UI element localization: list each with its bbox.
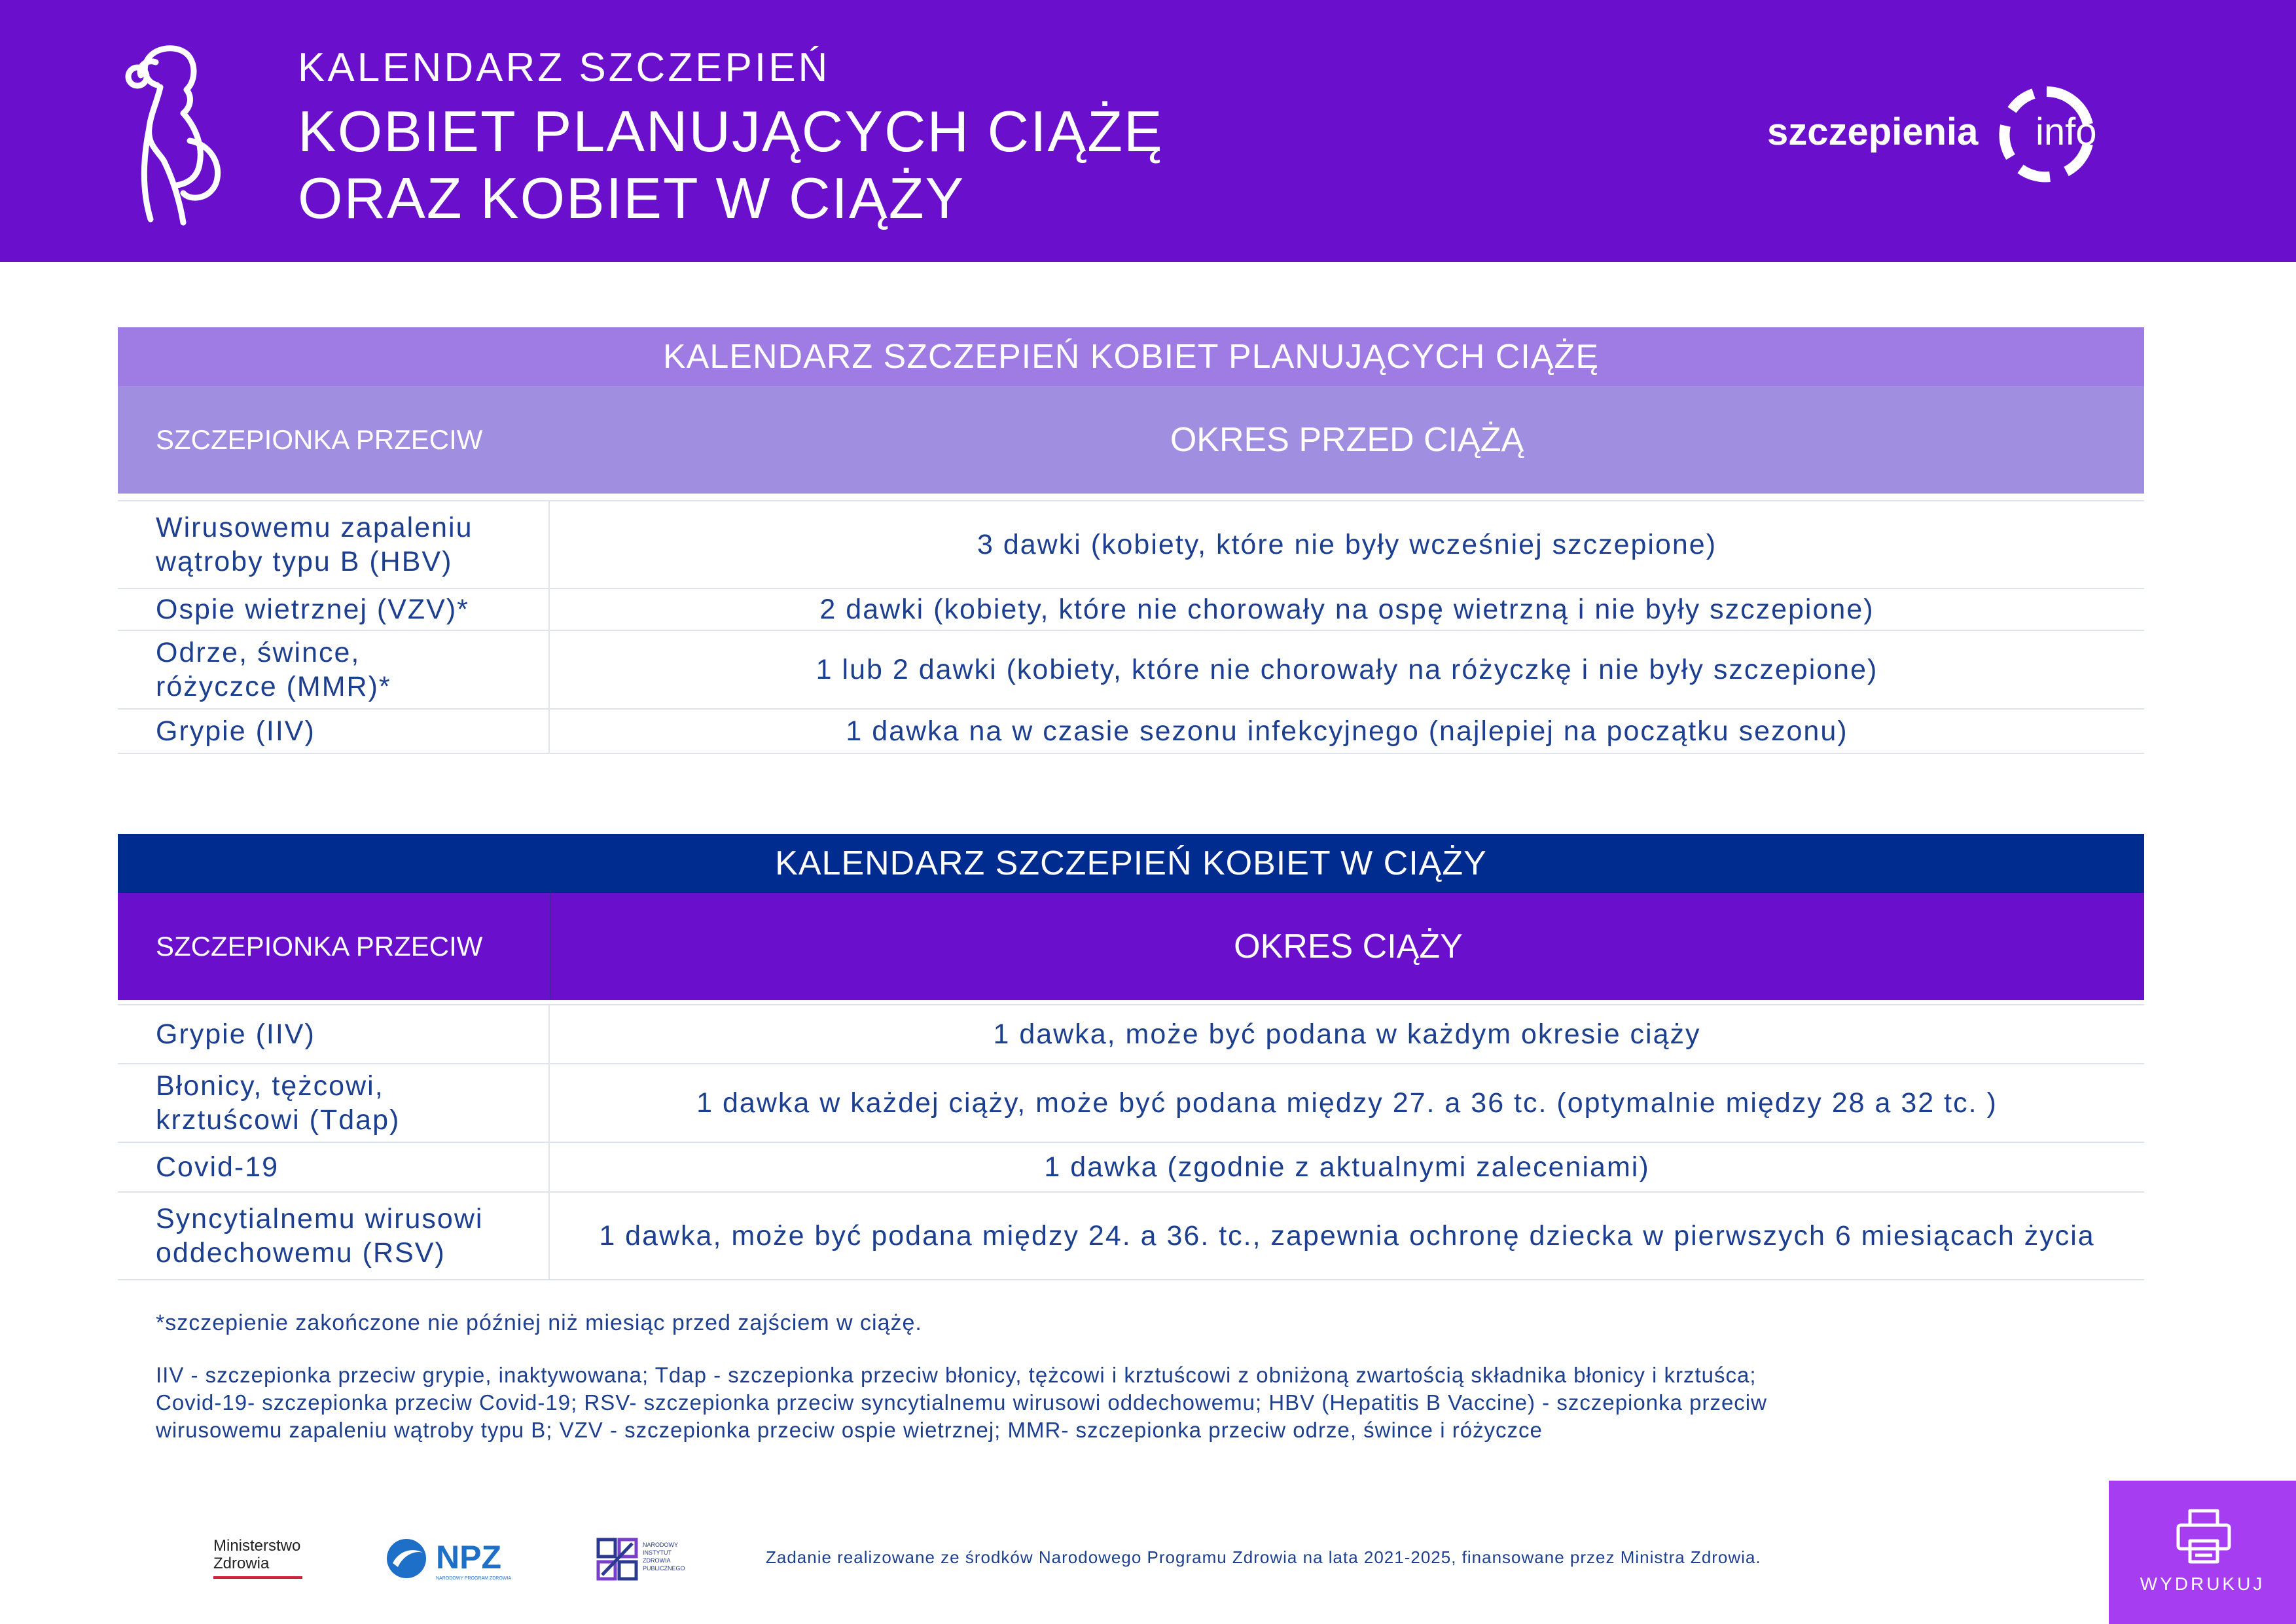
table1-title: KALENDARZ SZCZEPIEŃ KOBIET PLANUJĄCYCH CIĄŻĘ xyxy=(118,327,2144,386)
table-row xyxy=(118,500,2144,589)
ministry-red-bar xyxy=(213,1576,302,1579)
table2-title: KALENDARZ SZCZEPIEŃ KOBIET W CIĄŻY xyxy=(118,834,2144,893)
table-row xyxy=(118,1143,2144,1193)
legend-line: Covid-19- szczepionka przeciw Covid-19; RSV- szczepionka przeciw syncytialnemu wirusowi oddechowemu; HBV (Hepatitis B Vaccine) - szczepionka przeciw xyxy=(156,1390,1767,1415)
period-cell: 1 dawka na w czasie sezonu infekcyjnego (najlepiej na początku sezonu) xyxy=(846,715,1848,747)
table-row xyxy=(118,1004,2144,1064)
legend-line: IIV - szczepionka przeciw grypie, inaktywowana; Tdap - szczepionka przeciw błonicy, tężcowi i krztuścowi z obniżoną zwartością składnika błonicy i krztuśca; xyxy=(156,1363,1757,1387)
ministry-line2: Zdrowia xyxy=(213,1555,270,1572)
vaccine-cell: Wirusowemu zapaleniu wątroby typu B (HBV) xyxy=(118,501,550,588)
period-cell: 1 dawka w każdej ciąży, może być podana między 27. a 36 tc. (optymalnie między 28 a 32 tc. ) xyxy=(696,1087,1998,1119)
vaccine-cell: Ospie wietrznej (VZV)* xyxy=(118,589,550,630)
period-cell: 1 dawka, może być podana między 24. a 36. tc., zapewnia ochronę dziecka w pierwszych 6 miesiącach życia xyxy=(599,1219,2095,1252)
table-row xyxy=(118,631,2144,710)
npz-logo xyxy=(384,1533,521,1585)
table-row xyxy=(118,1193,2144,1280)
ministry-line1: Ministerstwo xyxy=(213,1537,301,1555)
nipz-mark-icon xyxy=(596,1534,639,1584)
table2-col-period: OKRES CIĄŻY xyxy=(550,893,2145,1000)
nipz-logo xyxy=(596,1534,700,1584)
header-title-line2: ORAZ KOBIET W CIĄŻY xyxy=(298,166,965,230)
table-row xyxy=(118,1064,2144,1143)
period-cell: 1 lub 2 dawki (kobiety, które nie chorowały na różyczkę i nie były szczepione) xyxy=(816,653,1878,685)
npz-caption: NARODOWY PROGRAM ZDROWIA xyxy=(436,1576,511,1581)
vaccine-cell: Grypie (IIV) xyxy=(118,710,550,753)
period-cell: 1 dawka (zgodnie z aktualnymi zaleceniami) xyxy=(1044,1151,1650,1183)
print-button[interactable] xyxy=(2109,1481,2296,1624)
table1-header-row xyxy=(118,386,2144,494)
header-subtitle: KALENDARZ SZCZEPIEŃ xyxy=(298,45,831,90)
vaccine-cell: Covid-19 xyxy=(118,1143,550,1191)
abbreviations-legend xyxy=(156,1362,2054,1444)
vaccine-cell: Błonicy, tężcowi, krztuścowi (Tdap) xyxy=(118,1064,550,1142)
npz-mark-icon xyxy=(384,1536,429,1581)
period-cell: 1 dawka, może być podana w każdym okresie ciąży xyxy=(993,1018,1701,1050)
table1-col-vaccine: SZCZEPIONKA PRZECIW xyxy=(156,424,483,455)
logo-info-text: info xyxy=(2036,111,2097,153)
ministry-of-health-logo xyxy=(213,1537,305,1583)
printer-icon xyxy=(2174,1507,2233,1566)
nipz-caption: NARODOWY INSTYTUT ZDROWIA PUBLICZNEGO xyxy=(643,1542,685,1572)
pregnant-woman-icon xyxy=(111,36,242,232)
page-header xyxy=(0,0,2296,262)
vaccine-cell: Grypie (IIV) xyxy=(118,1005,550,1063)
table-planning-pregnancy xyxy=(118,327,2144,754)
logo-text: szczepienia xyxy=(1767,111,1979,153)
vaccine-cell: Odrze, śwince, różyczce (MMR)* xyxy=(118,631,550,708)
npz-label: NPZ xyxy=(436,1539,501,1576)
table2-header-row xyxy=(118,893,2144,1000)
period-cell: 2 dawki (kobiety, które nie chorowały na ospę wietrzną i nie były szczepione) xyxy=(819,593,1874,625)
vaccine-cell: Syncytialnemu wirusowi oddechowemu (RSV) xyxy=(118,1193,550,1279)
footnote: *szczepienie zakończone nie później niż miesiąc przed zajściem w ciążę. xyxy=(156,1310,922,1335)
print-button-label: WYDRUKUJ xyxy=(2140,1574,2265,1594)
table-row xyxy=(118,710,2144,754)
table-during-pregnancy xyxy=(118,834,2144,1280)
funding-text: Zadanie realizowane ze środków Narodowego Programu Zdrowia na lata 2021-2025, finansowane przez Ministra Zdrowia. xyxy=(766,1547,1761,1567)
header-title-line1: KOBIET PLANUJĄCYCH CIĄŻĘ xyxy=(298,99,1164,164)
table1-col-period: OKRES PRZED CIĄŻĄ xyxy=(1170,421,1524,459)
legend-line: wirusowemu zapaleniu wątroby typu B; VZV - szczepionka przeciw ospie wietrznej; MMR- szczepionka przeciw odrze, śwince i różyczce xyxy=(156,1418,1543,1442)
table2-col-vaccine: SZCZEPIONKA PRZECIW xyxy=(156,931,483,962)
period-cell: 3 dawki (kobiety, które nie były wcześniej szczepione) xyxy=(977,528,1717,560)
table-row xyxy=(118,589,2144,631)
